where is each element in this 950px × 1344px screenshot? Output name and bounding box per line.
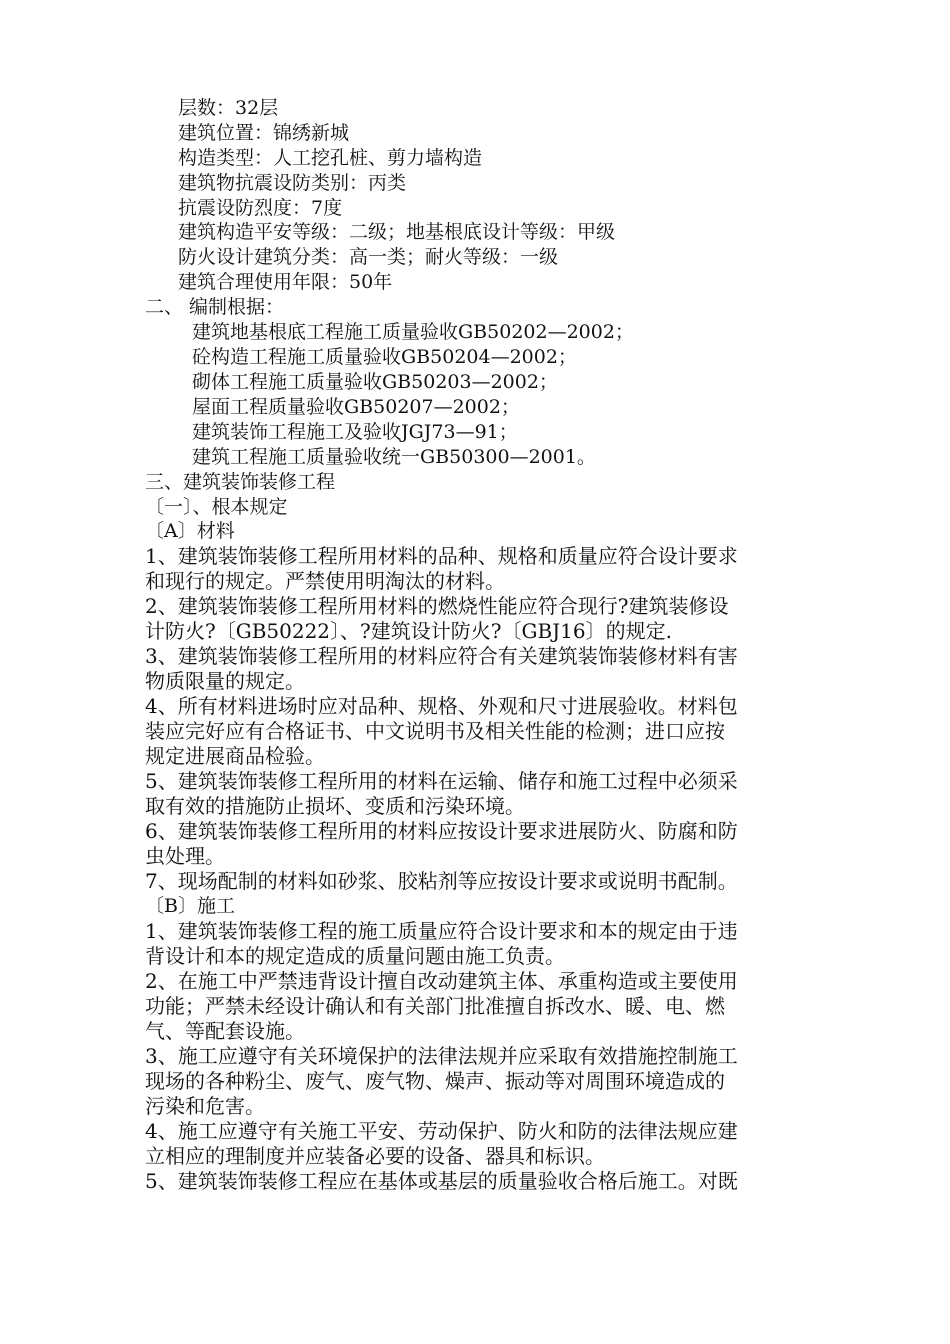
project-location: 建筑位置：锦绣新城 bbox=[178, 122, 350, 144]
paragraph-line: 5、建筑装饰装修工程应在基体或基层的质量验收合格后施工。对既 bbox=[145, 1169, 738, 1193]
project-service-life: 建筑合理使用年限：50年 bbox=[178, 271, 393, 293]
paragraph-line: 计防火?〔GB50222〕、?建筑设计防火?〔GBJ16〕的规定. bbox=[145, 619, 672, 643]
paragraph-line: 物质限量的规定。 bbox=[145, 669, 305, 693]
standard-item: 砌体工程施工质量验收GB50203—2002； bbox=[192, 371, 558, 393]
standard-item: 砼构造工程施工质量验收GB50204—2002； bbox=[192, 346, 577, 368]
paragraph-line: 背设计和本的规定造成的质量问题由施工负责。 bbox=[145, 944, 565, 968]
section2-heading: 二、 编制根据： bbox=[145, 296, 285, 318]
paragraph-line: 污染和危害。 bbox=[145, 1094, 265, 1118]
paragraph-line: 2、建筑装饰装修工程所用材料的燃烧性能应符合现行?建筑装修设 bbox=[145, 594, 729, 618]
paragraph-line: 4、施工应遵守有关施工平安、劳动保护、防火和防的法律法规应建 bbox=[145, 1119, 738, 1143]
paragraph-line: 和现行的规定。严禁使用明淘汰的材料。 bbox=[145, 569, 505, 593]
paragraph-line: 3、施工应遵守有关环境保护的法律法规并应采取有效措施控制施工 bbox=[145, 1044, 738, 1068]
paragraph-line: 1、建筑装饰装修工程的施工质量应符合设计要求和本的规定由于违 bbox=[145, 919, 738, 943]
part-b-heading: 〔B〕施工 bbox=[145, 895, 235, 917]
paragraph-line: 取有效的措施防止损坏、变质和污染环境。 bbox=[145, 794, 525, 818]
paragraph-line: 立相应的理制度并应装备必要的设备、器具和标识。 bbox=[145, 1144, 605, 1168]
paragraph-line: 装应完好应有合格证书、中文说明书及相关性能的检测；进口应按 bbox=[145, 719, 725, 743]
project-seismic-intensity: 抗震设防烈度：7度 bbox=[178, 197, 343, 219]
paragraph-line: 规定进展商品检验。 bbox=[145, 744, 325, 768]
standard-item: 建筑地基根底工程施工质量验收GB50202—2002； bbox=[192, 321, 634, 343]
standard-item: 建筑工程施工质量验收统一GB50300—2001。 bbox=[192, 446, 596, 468]
paragraph-line: 3、建筑装饰装修工程所用的材料应符合有关建筑装饰装修材料有害 bbox=[145, 644, 738, 668]
paragraph-line: 7、现场配制的材料如砂浆、胶粘剂等应按设计要求或说明书配制。 bbox=[145, 869, 738, 893]
paragraph-line: 虫处理。 bbox=[145, 844, 225, 868]
project-floors: 层数：32层 bbox=[178, 97, 279, 119]
paragraph-line: 4、所有材料进场时应对品种、规格、外观和尺寸进展验收。材料包 bbox=[145, 694, 738, 718]
standard-item: 屋面工程质量验收GB50207—2002； bbox=[192, 396, 520, 418]
project-seismic-category: 建筑物抗震设防类别：丙类 bbox=[178, 172, 407, 194]
section3-heading: 三、建筑装饰装修工程 bbox=[145, 471, 336, 493]
standard-item: 建筑装饰工程施工及验收JGJ73—91； bbox=[192, 421, 518, 443]
paragraph-line: 1、建筑装饰装修工程所用材料的品种、规格和质量应符合设计要求 bbox=[145, 544, 738, 568]
part-a-heading: 〔A〕材料 bbox=[145, 520, 235, 542]
subsection-basic-rules: 〔一〕、根本规定 bbox=[145, 496, 288, 518]
paragraph-line: 2、在施工中严禁违背设计擅自改动建筑主体、承重构造或主要使用 bbox=[145, 969, 738, 993]
paragraph-line: 功能；严禁未经设计确认和有关部门批准擅自拆改水、暖、电、燃 bbox=[145, 994, 725, 1018]
paragraph-line: 6、建筑装饰装修工程所用的材料应按设计要求进展防火、防腐和防 bbox=[145, 819, 738, 843]
project-safety-grade: 建筑构造平安等级：二级；地基根底设计等级：甲级 bbox=[178, 221, 616, 243]
paragraph-line: 5、建筑装饰装修工程所用的材料在运输、储存和施工过程中必须采 bbox=[145, 769, 738, 793]
paragraph-line: 现场的各种粉尘、废气、废气物、燥声、振动等对周围环境造成的 bbox=[145, 1069, 725, 1093]
project-structure-type: 构造类型：人工挖孔桩、剪力墙构造 bbox=[178, 147, 483, 169]
paragraph-line: 气、等配套设施。 bbox=[145, 1019, 305, 1043]
project-fire-class: 防火设计建筑分类：高一类；耐火等级：一级 bbox=[178, 246, 559, 268]
